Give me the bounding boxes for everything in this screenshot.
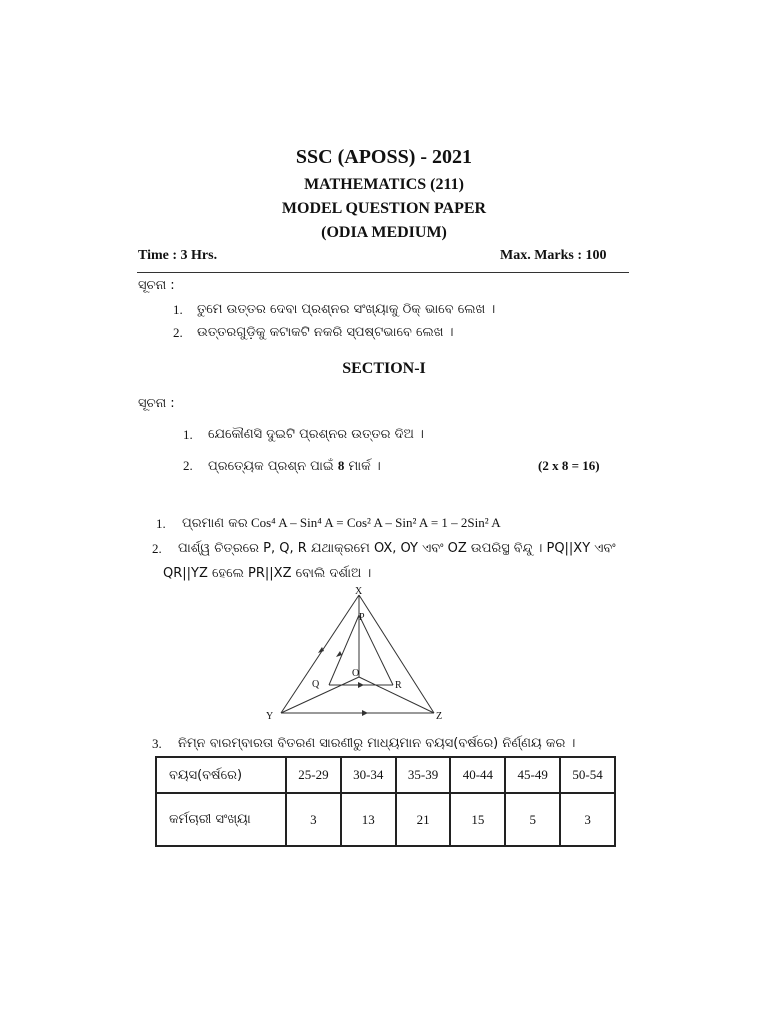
section-instruction-text: ଯେକୌଣସି ଦୁଇଟି ପ୍ରଶ୍ନର ଉତ୍ତର ଦିଅ । [208,427,424,442]
label-z: Z [436,711,443,722]
question-1-expression: Cos⁴ A – Sin⁴ A = Cos² A – Sin² A = 1 – 2Sin² A [250,515,501,530]
medium-label: (ODIA MEDIUM) [321,224,447,241]
label-p: P [359,612,365,623]
section-instruction-number: 1. [183,427,193,442]
table-cell: 13 [341,793,396,846]
instruction-number: 1. [173,302,183,317]
table-cell: 45-49 [505,757,560,793]
table-cell: 50-54 [560,757,615,793]
paper-type: MODEL QUESTION PAPER [281,200,487,217]
question-2-line-2: QR||YZ ହେଲେ PR||XZ ବୋଲି ଦର୍ଶାଅ । [163,566,372,581]
header-divider [137,272,629,273]
instruction-text: ତୁମେ ଉତ୍ତର ଦେବା ପ୍ରଶ୍ନର ସଂଖ୍ୟାକୁ ଠିକ୍ ଭାବେ ଲେଖ । [197,302,496,317]
section-instruction-number: 2. [183,458,193,473]
frequency-table [155,756,616,847]
question-number: 3. [152,736,162,751]
question-1 [182,515,501,531]
marks-scheme: (2 x 8 = 16) [538,458,600,473]
table-cell: 40-44 [450,757,505,793]
table-row-header: ବୟସ(ବର୍ଷରେ) [156,757,286,793]
paper-title: SSC (APOSS) - 2021 [295,146,473,168]
table-cell: 30-34 [341,757,396,793]
table-row [156,793,615,846]
question-2-line-1: ପାର୍ଶ୍ୱ ଚିତ୍ରରେ P, Q, R ଯଥାକ୍ରମେ OX, OY ଏବଂ OZ ଉପରିସ୍ଥ ବିନ୍ଦୁ । PQ||XY ଏବଂ [178,541,616,556]
max-marks-label: Max. Marks : 100 [500,248,607,263]
label-q: Q [312,679,320,690]
segment-pr [359,615,393,685]
question-number: 1. [156,516,166,531]
marks-text-before: ପ୍ରତ୍ୟେକ ପ୍ରଶ୍ନ ପାଇଁ [208,459,334,474]
marks-value: 8 [337,458,345,473]
table-cell: 3 [560,793,615,846]
label-x: X [355,586,363,597]
instruction-number: 2. [173,325,183,340]
question-3-text: ନିମ୍ନ ବାରମ୍ବାରତା ବିତରଣ ସାରଣୀରୁ ମାଧ୍ୟମାନ ବୟସ(ବର୍ଷରେ) ନିର୍ଣ୍ଣୟ କର । [178,736,576,751]
triangle-figure [260,585,450,725]
arrow-mark-qr [358,682,364,688]
instruction-text: ଉତ୍ତରଗୁଡ଼ିକୁ କଟାକଟି ନକରି ସ୍ପଷ୍ଟଭାବେ ଲେଖ । [197,325,454,340]
arrow-mark-yz [362,710,368,716]
table-cell: 3 [286,793,341,846]
subject-title: MATHEMATICS (211) [304,176,464,193]
label-y: Y [266,711,274,722]
section-instructions-heading: ସୂଚନା : [138,396,175,411]
time-label: Time : 3 Hrs. [138,248,218,263]
section-instruction-text [208,458,381,474]
table-cell: 35-39 [396,757,451,793]
table-row-header: କର୍ମଚାରୀ ସଂଖ୍ୟା [156,793,286,846]
table-cell: 21 [396,793,451,846]
table-cell: 5 [505,793,560,846]
label-o: O [352,668,360,679]
marks-text-after: ମାର୍କ । [348,459,381,474]
table-cell: 25-29 [286,757,341,793]
question-1-prefix: ପ୍ରମାଣ କର [182,516,248,531]
instructions-heading: ସୂଚନା : [138,278,175,293]
question-number: 2. [152,541,162,556]
table-cell: 15 [450,793,505,846]
label-r: R [395,680,402,691]
table-row [156,757,615,793]
section-title: SECTION-I [342,360,426,377]
